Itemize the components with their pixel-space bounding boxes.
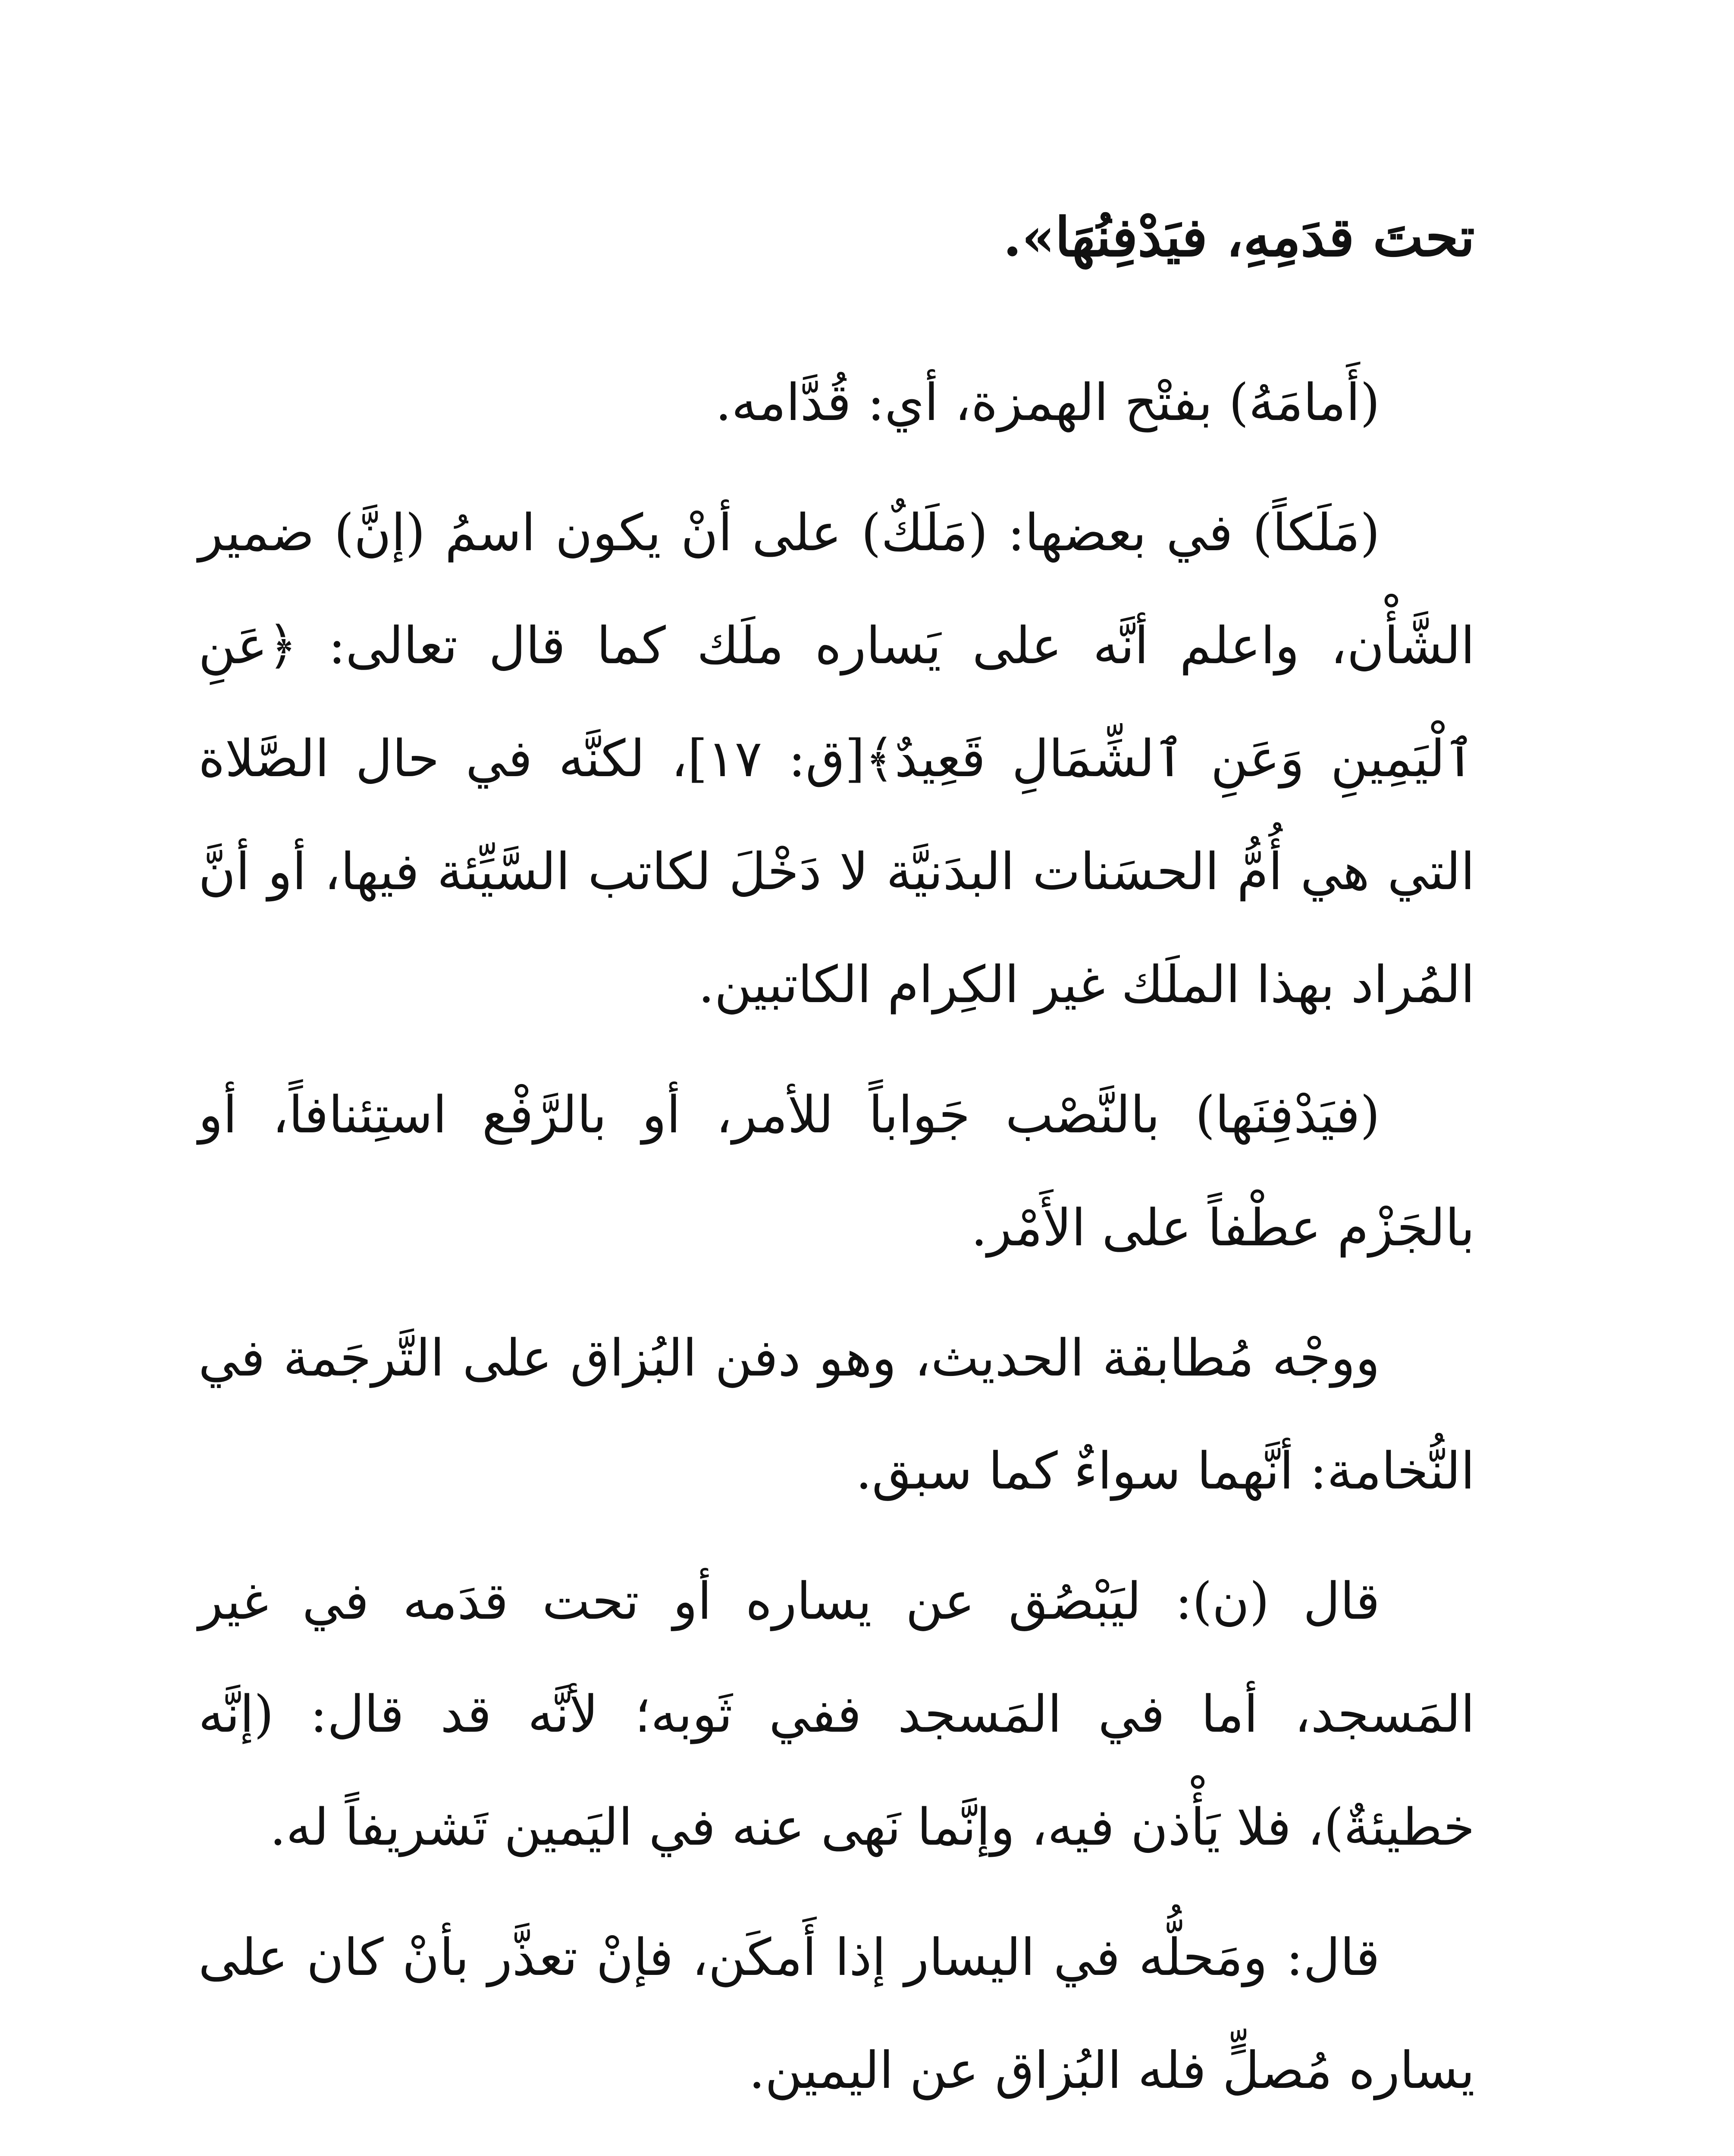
paragraph-fayadfinha: (فيَدْفِنَها) بالنَّصْب جَواباً للأمر، أو بالرَّفْع استِئنافاً، أو بالجَزْم عطْفاً على الأَمْر. <box>198 1085 1475 1257</box>
paragraph-qala-kha <box>198 2144 1475 2156</box>
paragraph-wajh-mutabaqa: ووجْه مُطابقة الحديث، وهو دفن البُزاق على التَّرجَمة في النُّخامة: أنَّهما سواءٌ كما سبق. <box>198 1328 1475 1501</box>
paragraph-qala-mahalluhu: قال: ومَحلُّه في اليسار إذا أَمكَن، فإنْ تعذَّر بأنْ كان على يساره مُصلٍّ فله البُزاق عن اليمين. <box>198 1927 1475 2100</box>
paragraph-malakan: (مَلَكاً) في بعضها: (مَلَكٌ) على أنْ يكون اسمُ (إنَّ) ضمير الشَّأْن، واعلم أنَّه على يَساره ملَك كما قال تعالى: ﴿عَنِ ٱلْيَمِينِ وَعَنِ ٱلشِّمَالِ قَعِيدٌ﴾[ق: ١٧]، لكنَّه في حال الصَّلاة التي هي أُمُّ الحسَنات البدَنيَّة لا دَخْلَ لكاتب السَّيِّئة فيها، أو أنَّ المُراد بهذا الملَك غير الكِرام الكاتبين. <box>198 503 1475 1014</box>
paragraph-hadith-ending: تحتَ قدَمِهِ، فيَدْفِنُهَا». <box>1003 206 1475 269</box>
paragraph-amamahu: (أَمامَهُ) بفتْح الهمزة، أي: قُدَّامه. <box>715 373 1380 432</box>
paragraph-qala-nun: قال (ن): ليَبْصُق عن يساره أو تحت قدَمه في غير المَسجد، أما في المَسجد ففي ثَوبه؛ لأنَّه قد قال: (إنَّه خطيئةٌ)، فلا يَأْذن فيه، وإنَّما نَهى عنه في اليَمين تَشريفاً له. <box>198 1571 1475 1857</box>
page-body <box>198 181 1475 2156</box>
